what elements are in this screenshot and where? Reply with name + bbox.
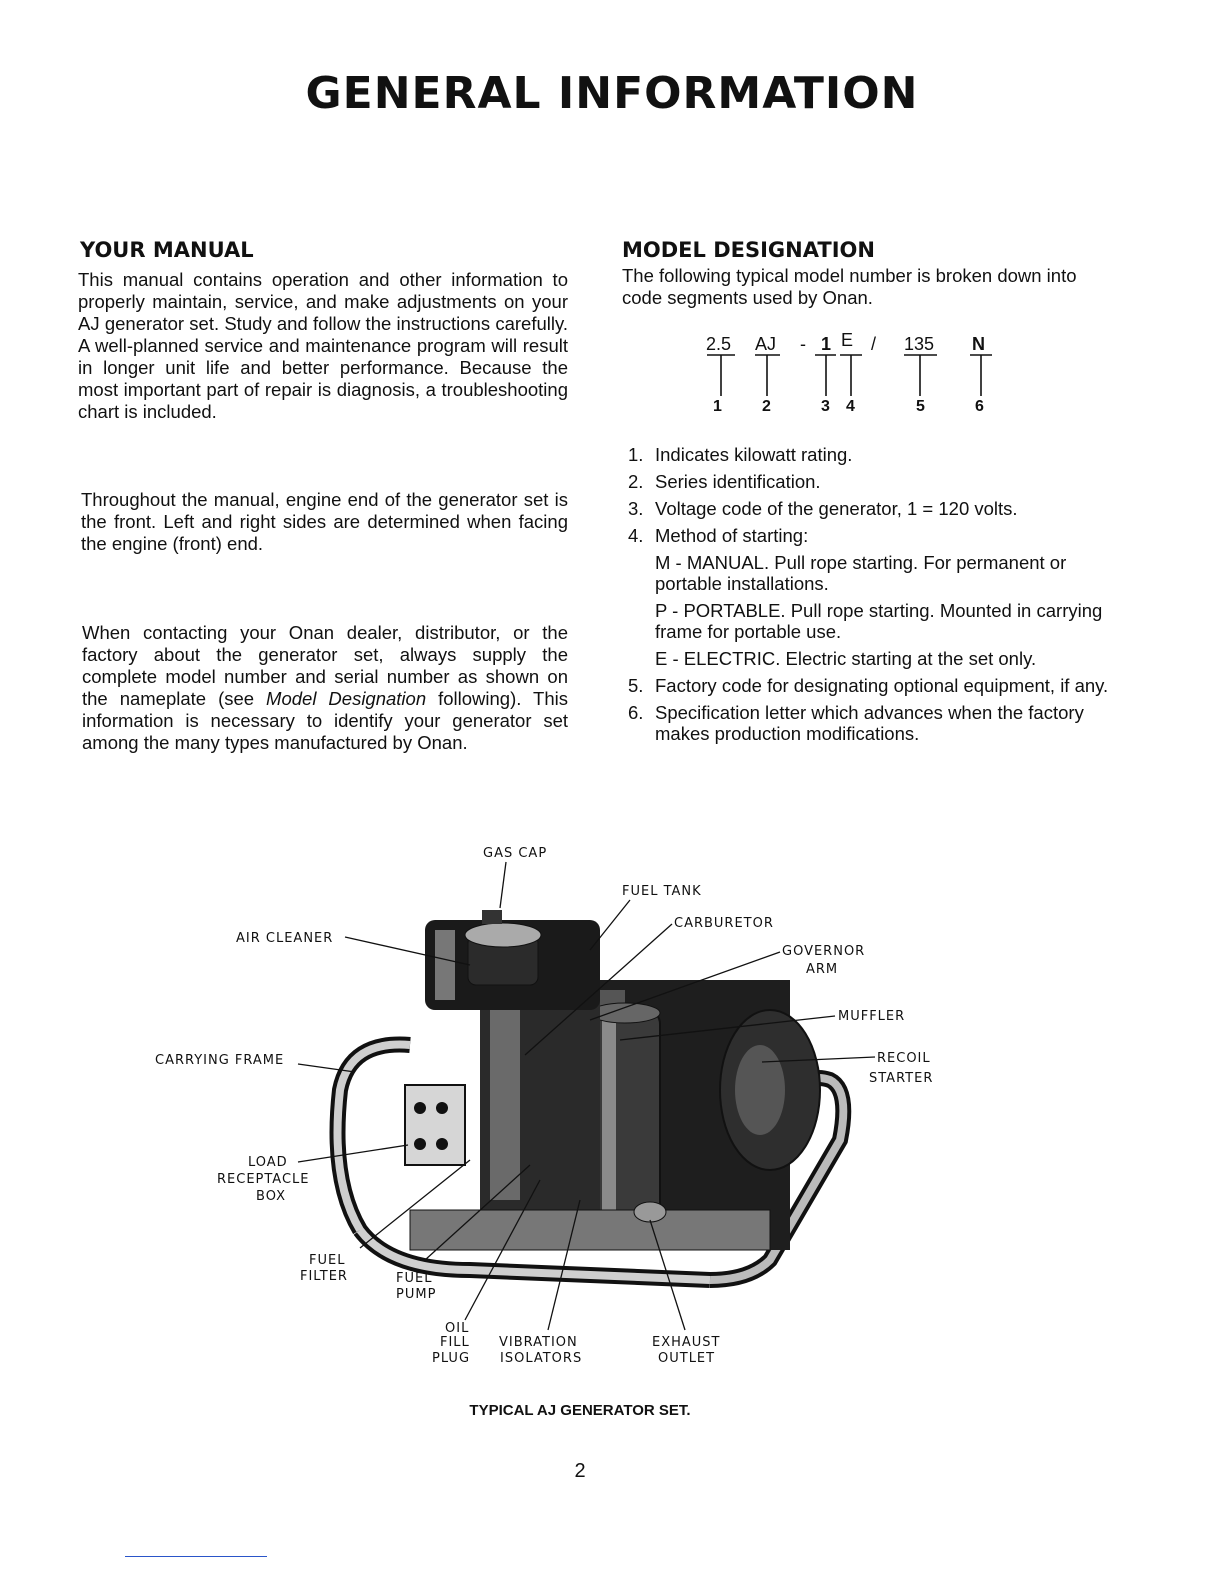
code-number-2: 2 xyxy=(762,398,771,415)
your-manual-heading: YOUR MANUAL xyxy=(80,238,254,262)
label-carrying-frame: CARRYING FRAME xyxy=(155,1053,285,1068)
p3-text-end: following). This information is necessary to identify your generator set among the many types manufactured by Onan. xyxy=(82,688,568,753)
footer-rule xyxy=(125,1556,267,1557)
label-fuel-pump-1: FUEL xyxy=(396,1271,433,1286)
label-muffler: MUFFLER xyxy=(838,1009,906,1024)
label-fuel-filter-2: FILTER xyxy=(300,1269,348,1284)
starting-method-manual: M - MANUAL. Pull rope starting. For permanent or portable installations. xyxy=(655,552,1067,594)
code-number-5: 5 xyxy=(916,398,925,415)
label-vibration: VIBRATION xyxy=(499,1335,578,1350)
page-title: GENERAL INFORMATION xyxy=(305,68,919,119)
p3-text-start: When contacting your Onan dealer, distributor, or the factory about the generator set, always supply the complete model number and serial number as shown on the nameplate (see xyxy=(82,622,568,709)
starting-method-portable: P - PORTABLE. Pull rope starting. Mounted in carrying frame for portable use. xyxy=(655,600,1103,642)
page-number: 2 xyxy=(574,1460,586,1482)
generator-illustration xyxy=(150,840,970,1390)
label-air-cleaner: AIR CLEANER xyxy=(236,931,334,946)
label-governor: GOVERNOR xyxy=(782,944,866,959)
label-box: BOX xyxy=(256,1189,286,1204)
code-part-dash: - xyxy=(800,334,806,354)
label-starter: STARTER xyxy=(869,1071,934,1086)
figure-caption: TYPICAL AJ GENERATOR SET. xyxy=(469,1402,691,1419)
label-plug: PLUG xyxy=(432,1351,471,1366)
model-code-legend xyxy=(628,444,1116,750)
your-manual-paragraph-1: This manual contains operation and other information to properly maintain, service, and make adjustments on your AJ generator set. Study and follow the instructions carefully. A well-planned service and maintenance program will result in longer unit life and better performance. Because the most important part of repair is diagnosis, a troubleshooting chart is included. xyxy=(78,269,568,422)
label-fuel-tank: FUEL TANK xyxy=(622,884,702,899)
label-recoil: RECOIL xyxy=(877,1051,931,1066)
code-number-1: 1 xyxy=(713,398,722,415)
label-governor-arm: ARM xyxy=(806,962,839,977)
label-carburetor: CARBURETOR xyxy=(674,916,774,931)
list-item: 6. Specification letter which advances when the factory makes production modifications. xyxy=(628,702,1084,744)
label-fill: FILL xyxy=(440,1335,470,1350)
label-outlet: OUTLET xyxy=(658,1351,716,1366)
label-receptacle: RECEPTACLE xyxy=(217,1172,310,1187)
label-exhaust: EXHAUST xyxy=(652,1335,721,1350)
code-part-series: AJ xyxy=(755,334,777,354)
generator-drawing xyxy=(338,910,844,1280)
list-item: 2. Series identification. xyxy=(628,471,821,492)
label-isolators: ISOLATORS xyxy=(500,1351,583,1366)
label-fuel-filter-1: FUEL xyxy=(309,1253,346,1268)
code-number-3: 3 xyxy=(821,398,830,415)
code-part-slash: / xyxy=(871,334,877,354)
starting-method-electric: E - ELECTRIC. Electric starting at the set only. xyxy=(655,648,1037,669)
your-manual-paragraph-2: Throughout the manual, engine end of the generator set is the front. Left and right sides are determined when facing the engine (front) end. xyxy=(81,489,568,554)
code-number-6: 6 xyxy=(975,398,984,415)
model-designation-intro: The following typical model number is broken down into code segments used by Onan. xyxy=(622,265,1077,308)
label-gas-cap: GAS CAP xyxy=(483,846,548,861)
label-oil: OIL xyxy=(445,1321,470,1336)
code-part-options: 135 xyxy=(904,334,935,354)
label-load: LOAD xyxy=(248,1155,288,1170)
model-designation-heading: MODEL DESIGNATION xyxy=(622,238,875,262)
model-designation-reference: Model Designation xyxy=(266,688,427,709)
code-part-kw: 2.5 xyxy=(706,334,732,354)
code-part-voltage: 1 xyxy=(821,334,832,354)
list-item: 3. Voltage code of the generator, 1 = 120 volts. xyxy=(628,498,1018,519)
code-number-4: 4 xyxy=(846,398,855,415)
list-item: 1. Indicates kilowatt rating. xyxy=(628,444,853,465)
code-part-spec: N xyxy=(972,334,985,354)
label-fuel-pump-2: PUMP xyxy=(396,1287,437,1302)
list-item: 5. Factory code for designating optional equipment, if any. xyxy=(628,675,1109,696)
code-part-start: E xyxy=(841,330,854,350)
list-item: 4. Method of starting: xyxy=(628,525,809,546)
